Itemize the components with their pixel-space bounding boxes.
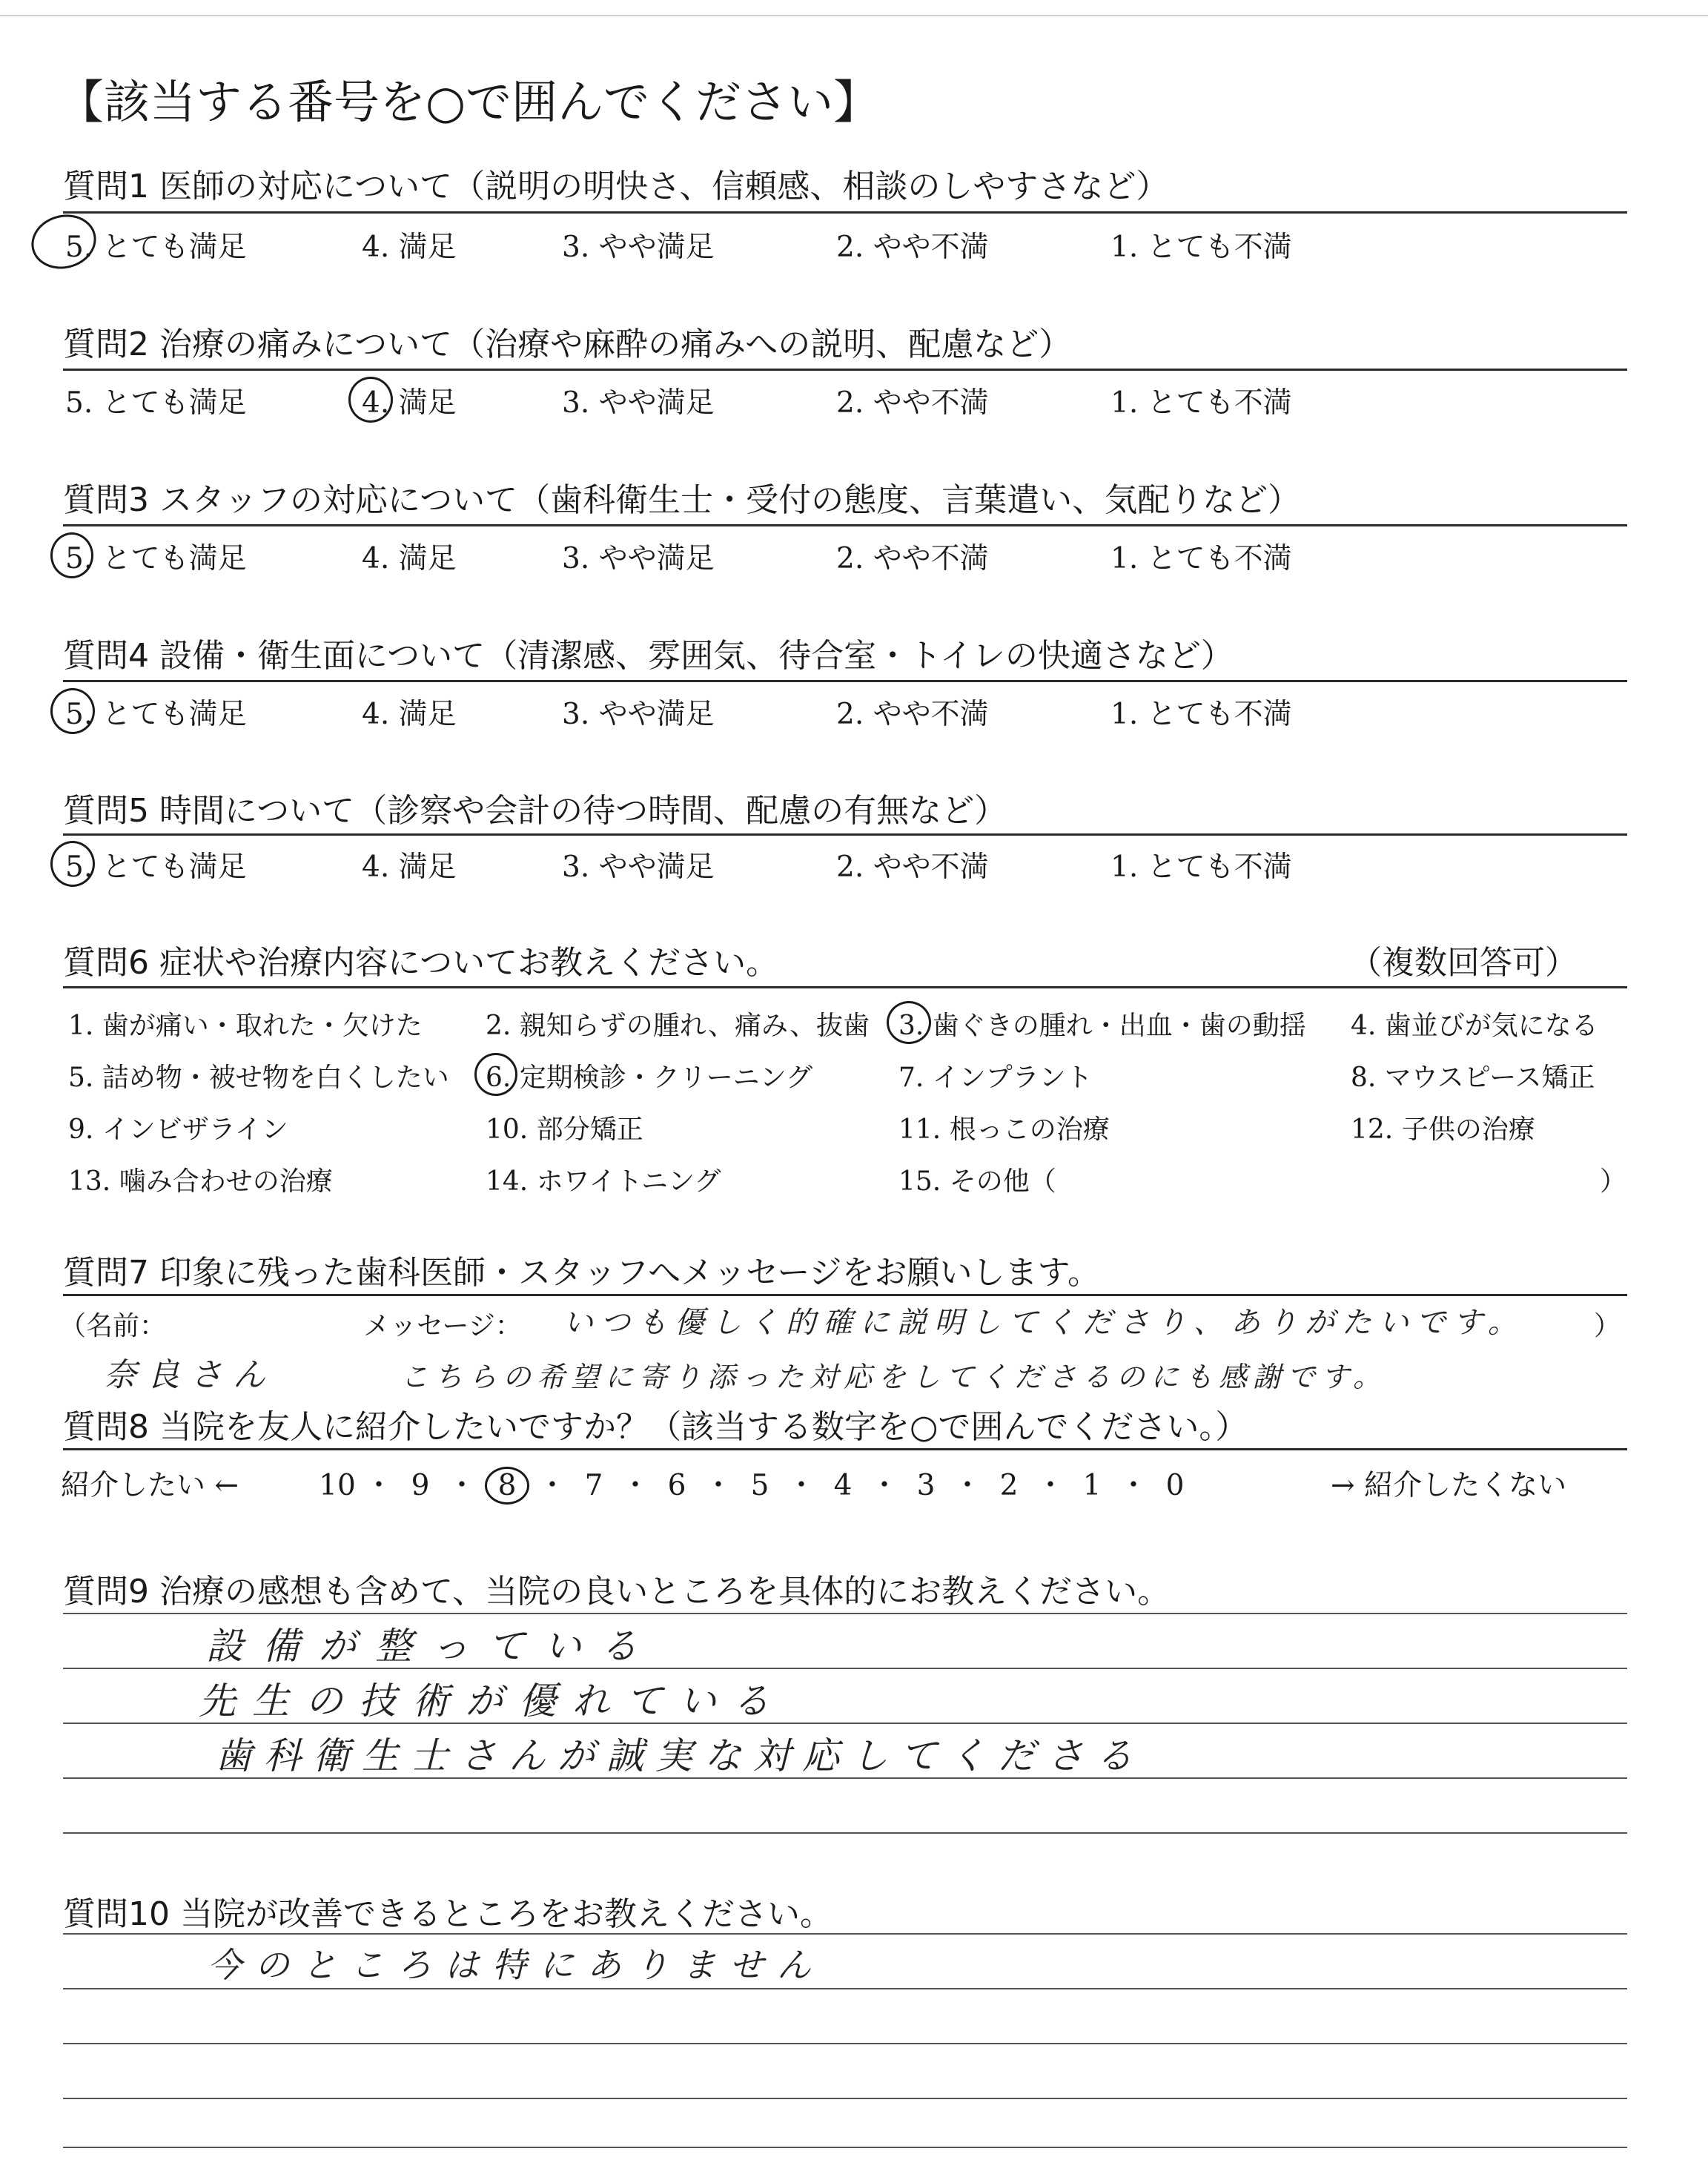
q4-option-3[interactable]: 3. やや満足 bbox=[562, 698, 715, 731]
question-5-rule bbox=[63, 833, 1627, 836]
q2-option-5[interactable]: 5. とても満足 bbox=[65, 386, 247, 420]
q9-answer-2: 先生の技術が優れている bbox=[199, 1680, 786, 1723]
q3-option-3[interactable]: 3. やや満足 bbox=[562, 542, 715, 575]
q9-answer-3: 歯科衛生士さんが誠実な対応してくださる bbox=[215, 1734, 1145, 1777]
q5-option-3[interactable]: 3. やや満足 bbox=[562, 851, 715, 884]
q6-option-3[interactable]: 3. 歯ぐきの腫れ・出血・歯の動揺 bbox=[898, 1011, 1306, 1041]
q8-separator-dot: ・ bbox=[447, 1469, 477, 1502]
page-title: 【該当する番号を○で囲んでください】 bbox=[58, 75, 880, 129]
q8-right-label: → 紹介したくない bbox=[1331, 1469, 1567, 1502]
q8-separator-dot: ・ bbox=[953, 1469, 982, 1502]
q4-option-5[interactable]: 5. とても満足 bbox=[65, 698, 247, 731]
question-6-note: （複数回答可） bbox=[1349, 944, 1578, 982]
q6-option-11[interactable]: 11. 根っこの治療 bbox=[898, 1114, 1110, 1145]
question-8-rule bbox=[63, 1448, 1627, 1450]
q5-option-1[interactable]: 1. とても不満 bbox=[1110, 851, 1292, 884]
q7-close-paren: ） bbox=[1594, 1311, 1621, 1341]
q6-option-8[interactable]: 8. マウスピース矯正 bbox=[1351, 1063, 1595, 1093]
question-7-label: 質問7 印象に残った歯科医師・スタッフへメッセージをお願いします。 bbox=[63, 1254, 1100, 1292]
q6-option-15[interactable]: 15. その他（ bbox=[898, 1166, 1056, 1197]
question-3-label: 質問3 スタッフの対応について（歯科衛生士・受付の態度、言葉遣い、気配りなど） bbox=[63, 481, 1301, 519]
q8-number-4[interactable]: 4 bbox=[833, 1469, 853, 1502]
q9-line-1 bbox=[63, 1613, 1627, 1614]
question-1-rule bbox=[63, 211, 1627, 214]
q10-line-1 bbox=[63, 1933, 1627, 1935]
q1-option-4[interactable]: 4. 満足 bbox=[362, 231, 457, 264]
q4-option-4[interactable]: 4. 満足 bbox=[362, 698, 457, 731]
q8-number-6[interactable]: 6 bbox=[667, 1469, 686, 1502]
q8-number-3[interactable]: 3 bbox=[916, 1469, 936, 1502]
question-9-label: 質問9 治療の感想も含めて、当院の良いところを具体的にお教えください。 bbox=[63, 1573, 1171, 1611]
q2-option-3[interactable]: 3. やや満足 bbox=[562, 386, 715, 420]
q7-message-label: メッセージ： bbox=[363, 1311, 522, 1341]
q8-separator-dot: ・ bbox=[704, 1469, 733, 1502]
q8-separator-dot: ・ bbox=[787, 1469, 816, 1502]
question-2-rule bbox=[63, 369, 1627, 371]
q7-name-label: （名前： bbox=[59, 1311, 167, 1341]
q1-option-5[interactable]: 5. とても満足 bbox=[65, 231, 247, 264]
q10-line-3 bbox=[63, 2043, 1627, 2044]
q8-separator-dot: ・ bbox=[620, 1469, 650, 1502]
q7-name-value: 奈良さん bbox=[104, 1356, 276, 1394]
q8-number-5[interactable]: 5 bbox=[750, 1469, 769, 1502]
q4-selection-circle bbox=[50, 688, 95, 734]
question-5-label: 質問5 時間について（診察や会計の待つ時間、配慮の有無など） bbox=[63, 792, 1007, 830]
q6-option-2[interactable]: 2. 親知らずの腫れ、痛み、抜歯 bbox=[486, 1011, 870, 1041]
q2-option-1[interactable]: 1. とても不満 bbox=[1110, 386, 1292, 420]
q6-option-12[interactable]: 12. 子供の治療 bbox=[1351, 1114, 1535, 1145]
q8-number-scale bbox=[319, 1462, 1194, 1505]
question-1-label: 質問1 医師の対応について（説明の明快さ、信頼感、相談のしやすさなど） bbox=[63, 168, 1169, 205]
q8-separator-dot: ・ bbox=[1036, 1469, 1065, 1502]
q2-option-2[interactable]: 2. やや不満 bbox=[836, 386, 989, 420]
q6-option-13[interactable]: 13. 噛み合わせの治療 bbox=[68, 1166, 333, 1197]
q3-option-1[interactable]: 1. とても不満 bbox=[1110, 542, 1292, 575]
q3-selection-circle bbox=[50, 532, 93, 578]
question-4-rule bbox=[63, 680, 1627, 682]
q3-option-5[interactable]: 5. とても満足 bbox=[65, 542, 247, 575]
q8-number-8[interactable]: 8 bbox=[485, 1467, 529, 1505]
q10-line-5 bbox=[63, 2147, 1627, 2148]
question-6-label: 質問6 症状や治療内容についてお教えください。 bbox=[63, 944, 779, 982]
q5-selection-circle bbox=[50, 841, 95, 887]
q9-answer-1: 設備が整っている bbox=[206, 1625, 657, 1668]
q8-number-7[interactable]: 7 bbox=[584, 1469, 603, 1502]
q10-line-4 bbox=[63, 2098, 1627, 2099]
q6-selection-circle-3 bbox=[887, 1001, 931, 1044]
q2-option-4[interactable]: 4. 満足 bbox=[362, 386, 457, 420]
q8-number-2[interactable]: 2 bbox=[999, 1469, 1019, 1502]
q2-selection-circle bbox=[348, 377, 393, 423]
question-4-label: 質問4 設備・衛生面について（清潔感、雰囲気、待合室・トイレの快適さなど） bbox=[63, 637, 1234, 675]
q8-number-10[interactable]: 10 bbox=[319, 1469, 356, 1502]
question-3-rule bbox=[63, 524, 1627, 526]
question-10-label: 質問10 当院が改善できるところをお教えください。 bbox=[63, 1895, 833, 1933]
q4-option-1[interactable]: 1. とても不満 bbox=[1110, 698, 1292, 731]
q1-option-2[interactable]: 2. やや不満 bbox=[836, 231, 989, 264]
scan-top-edge bbox=[0, 15, 1708, 16]
q5-option-2[interactable]: 2. やや不満 bbox=[836, 851, 989, 884]
q7-message-line-1: いつも優しく的確に説明してくださり、ありがたいです。 bbox=[563, 1306, 1525, 1340]
q6-other-close-paren: ） bbox=[1600, 1166, 1627, 1197]
q8-separator-dot: ・ bbox=[364, 1469, 394, 1502]
q6-option-10[interactable]: 10. 部分矯正 bbox=[486, 1114, 643, 1145]
q6-option-4[interactable]: 4. 歯並びが気になる bbox=[1351, 1011, 1598, 1041]
q6-option-5[interactable]: 5. 詰め物・被せ物を白くしたい bbox=[68, 1063, 449, 1093]
q9-line-5 bbox=[63, 1832, 1627, 1834]
q7-message-line-2: こちらの希望に寄り添った対応をしてくださるのにも感謝です。 bbox=[400, 1361, 1387, 1393]
q6-option-6[interactable]: 6. 定期検診・クリーニング bbox=[486, 1063, 813, 1093]
q1-option-3[interactable]: 3. やや満足 bbox=[562, 231, 715, 264]
question-8-label: 質問8 当院を友人に紹介したいですか？（該当する数字を○で囲んでください。） bbox=[63, 1408, 1248, 1446]
q5-option-4[interactable]: 4. 満足 bbox=[362, 851, 457, 884]
q8-separator-dot: ・ bbox=[1119, 1469, 1148, 1502]
q6-option-1[interactable]: 1. 歯が痛い・取れた・欠けた bbox=[68, 1011, 423, 1041]
q10-line-2 bbox=[63, 1988, 1627, 1989]
question-2-label: 質問2 治療の痛みについて（治療や麻酔の痛みへの説明、配慮など） bbox=[63, 326, 1072, 363]
q5-option-5[interactable]: 5. とても満足 bbox=[65, 851, 247, 884]
q8-left-label: 紹介したい ← bbox=[61, 1469, 239, 1502]
question-7-rule bbox=[63, 1294, 1627, 1296]
q6-option-14[interactable]: 14. ホワイトニング bbox=[486, 1166, 721, 1197]
q6-option-7[interactable]: 7. インプラント bbox=[898, 1063, 1093, 1093]
q8-number-1[interactable]: 1 bbox=[1082, 1469, 1102, 1502]
q3-option-2[interactable]: 2. やや不満 bbox=[836, 542, 989, 575]
q8-number-0[interactable]: 0 bbox=[1165, 1469, 1185, 1502]
q8-separator-dot: ・ bbox=[870, 1469, 899, 1502]
q8-separator-dot: ・ bbox=[537, 1469, 567, 1502]
q4-option-2[interactable]: 2. やや不満 bbox=[836, 698, 989, 731]
q6-selection-circle-6 bbox=[474, 1053, 517, 1096]
question-6-rule bbox=[63, 986, 1627, 988]
q6-option-9[interactable]: 9. インビザライン bbox=[68, 1114, 288, 1145]
q1-option-1[interactable]: 1. とても不満 bbox=[1110, 231, 1292, 264]
q8-number-9[interactable]: 9 bbox=[411, 1469, 430, 1502]
q10-answer-1: 今のところは特にありません bbox=[208, 1945, 824, 1985]
q3-option-4[interactable]: 4. 満足 bbox=[362, 542, 457, 575]
